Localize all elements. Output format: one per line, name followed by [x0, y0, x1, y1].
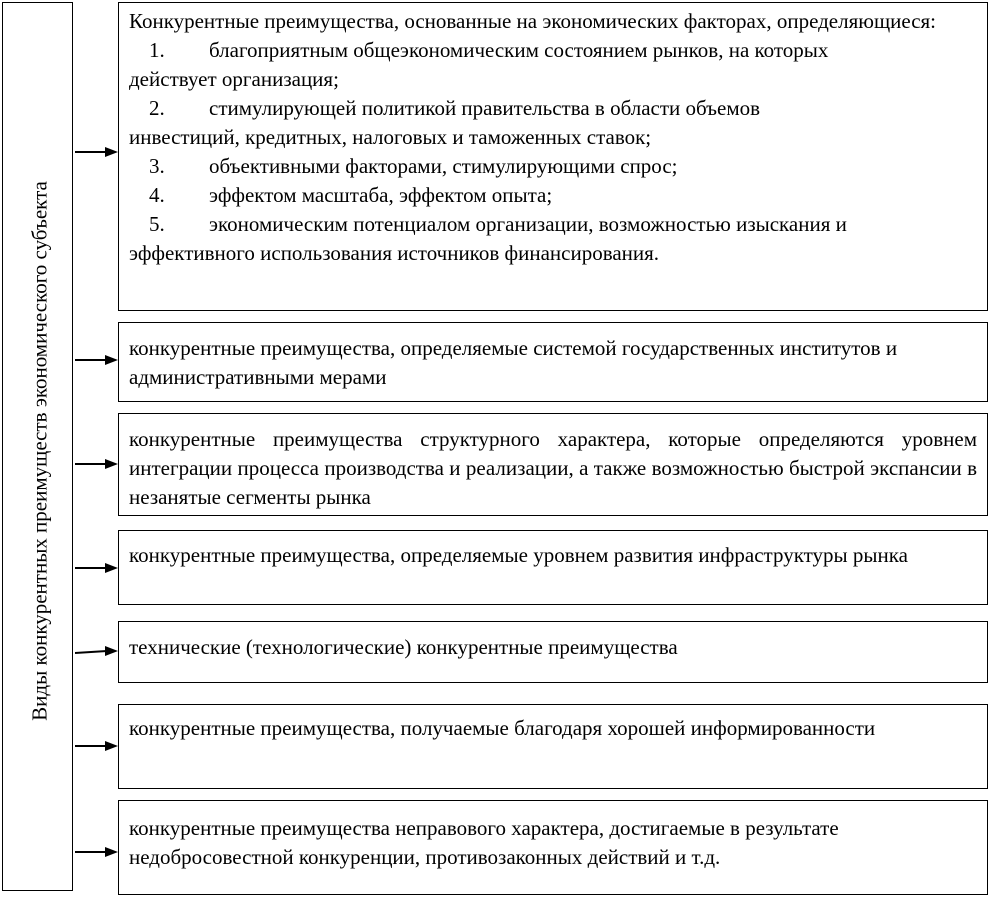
advantage-text: конкурентные преимущества неправового характера, достигаемые в результате недобросовестной конкуренции, противозаконных действий и т.д.: [129, 816, 839, 869]
item-continuation: действует организация;: [129, 67, 339, 91]
economic-item-5: [129, 210, 977, 268]
item-text: эффектом масштаба, эффектом опыта;: [209, 183, 553, 207]
item-number: 1.: [149, 38, 165, 62]
item-text: объективными факторами, стимулирующими спрос;: [209, 154, 678, 178]
economic-item-2: [129, 94, 977, 152]
advantage-text: технические (технологические) конкурентные преимущества: [129, 635, 678, 659]
advantage-text: конкурентные преимущества, определяемые системой государственных институтов и административными мерами: [129, 336, 898, 389]
item-number: 4.: [149, 183, 165, 207]
advantage-box-unlawful: [118, 800, 988, 895]
item-continuation: инвестиций, кредитных, налоговых и таможенных ставок;: [129, 125, 652, 149]
category-box: [2, 2, 73, 891]
connector-arrow: [75, 740, 118, 752]
item-number: 2.: [149, 96, 165, 120]
connector-arrow: [75, 354, 118, 366]
advantage-text: конкурентные преимущества, получаемые благодаря хорошей информированности: [129, 716, 876, 740]
connector-arrow: [75, 458, 118, 470]
connector-arrow: [75, 146, 118, 158]
economic-item-4: [129, 181, 977, 210]
advantage-text: конкурентные преимущества структурного характера, которые определяются уровнем интеграции процесса производства и реализации, а также возможностью быстрой экспансии в незанятые сегменты рынка: [129, 427, 977, 509]
item-number: 3.: [149, 154, 165, 178]
advantage-box-structural: [118, 413, 988, 516]
connector-arrow: [75, 646, 118, 658]
item-text: стимулирующей политикой правительства в области объемов: [209, 96, 761, 120]
advantage-box-information: [118, 704, 988, 789]
item-number: 5.: [149, 212, 165, 236]
category-label: Виды конкурентных преимуществ экономического субъекта: [27, 181, 52, 721]
item-text: экономическим потенциалом организации, возможностью изыскания и: [209, 212, 847, 236]
item-text: благоприятным общеэкономическим состоянием рынков, на которых: [209, 38, 829, 62]
connector-arrow: [75, 846, 118, 858]
advantage-box-infrastructure: [118, 530, 988, 605]
advantage-box-technical: [118, 621, 988, 683]
item-continuation: эффективного использования источников финансирования.: [129, 241, 660, 265]
economic-intro: Конкурентные преимущества, основанные на экономических факторах, определяющиеся:: [129, 9, 937, 33]
advantage-box-economic: [118, 2, 988, 311]
advantage-box-institutional: [118, 322, 988, 402]
connector-arrow: [75, 562, 118, 574]
economic-item-3: [129, 152, 977, 181]
advantage-text: конкурентные преимущества, определяемые уровнем развития инфраструктуры рынка: [129, 543, 908, 567]
economic-item-1: [129, 36, 977, 94]
